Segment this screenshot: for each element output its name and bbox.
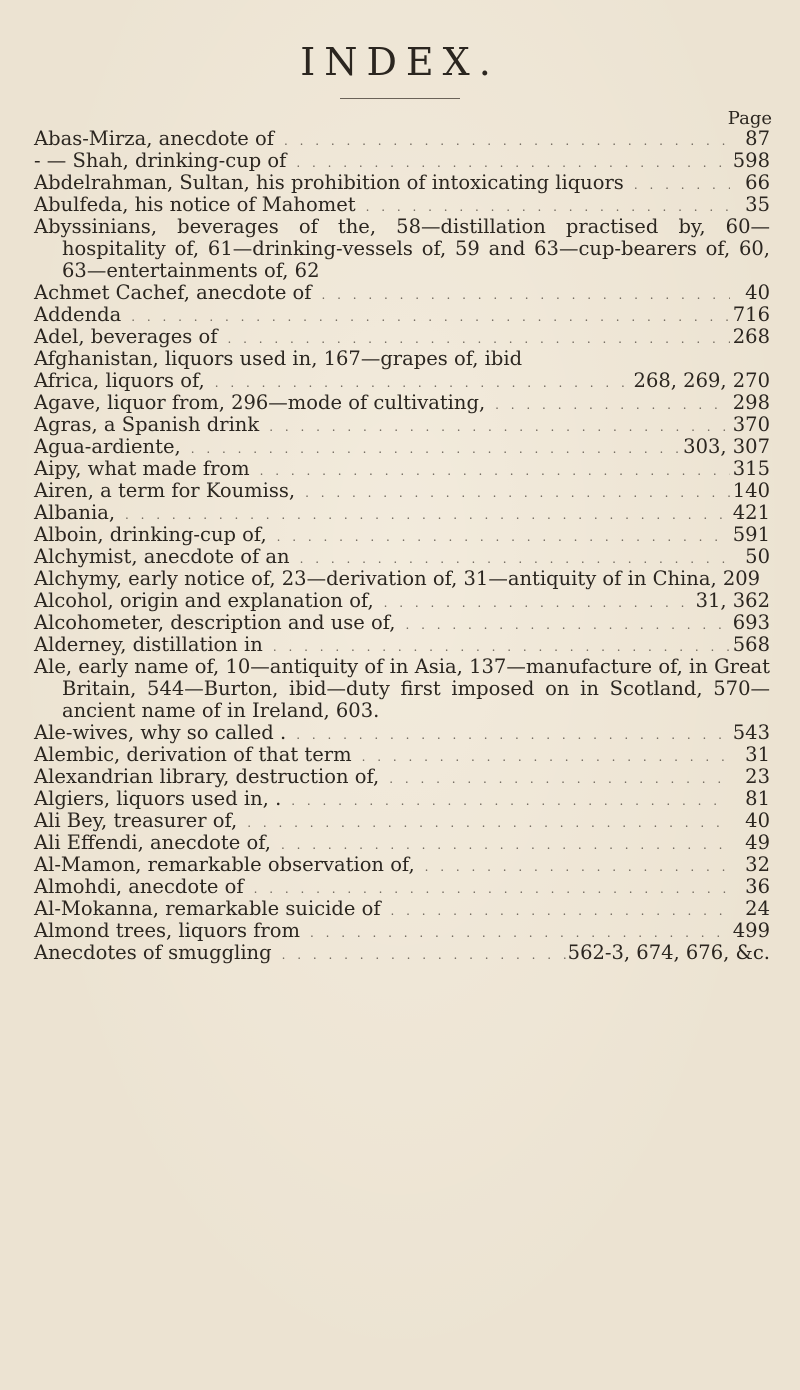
index-entry — [34, 524, 770, 546]
dot-leader — [237, 812, 730, 834]
index-entry — [34, 832, 770, 854]
index-entry-pages: 499 — [732, 919, 770, 942]
dot-leader — [274, 130, 730, 152]
index-entry — [34, 128, 770, 150]
index-entry-pages: 298 — [732, 391, 770, 414]
dot-leader — [624, 174, 730, 196]
index-entry-pages: 543 — [732, 721, 770, 744]
index-entry — [34, 150, 770, 172]
index-entry-block: Abyssinians, beverages of the, 58—distillation practised by, 60—hospitality of, 61—drinking-vessels of, 59 and 63—cup-bearers of, 60, 63—entertainments of, 62 — [34, 215, 770, 282]
index-entry-pages: 32 — [745, 853, 770, 876]
index-entry-text: - — Shah, drinking-cup of — [34, 149, 287, 172]
index-entry — [34, 370, 770, 392]
index-entry-text: Agave, liquor from, 296—mode of cultivating, — [34, 391, 486, 414]
index-entry — [34, 766, 770, 788]
page-title: INDEX. — [300, 40, 500, 84]
index-entries — [34, 128, 770, 964]
dot-leader — [374, 592, 696, 614]
index-entry-text: Anecdotes of smuggling — [34, 941, 272, 964]
index-entry — [34, 876, 770, 898]
dot-leader — [356, 196, 730, 218]
index-entry — [34, 392, 770, 414]
index-entry-text: Adel, beverages of — [34, 325, 218, 348]
index-entry-pages: 370 — [732, 413, 770, 436]
index-entry — [34, 810, 770, 832]
index-entry-text: Alboin, drinking-cup of, — [34, 523, 267, 546]
index-entry-text: Alderney, distillation in — [34, 633, 263, 656]
title-rule — [340, 98, 460, 99]
index-entry-block: Afghanistan, liquors used in, 167—grapes of, ibid — [34, 347, 523, 370]
dot-leader — [415, 856, 730, 878]
index-entry-text: Alexandrian library, destruction of, — [34, 765, 380, 788]
index-entry-pages: 40 — [745, 809, 770, 832]
index-entry-pages: 421 — [732, 501, 770, 524]
index-entry-text: Al-Mokanna, remarkable suicide of — [34, 897, 381, 920]
index-entry-pages: 268 — [732, 325, 770, 348]
dot-leader — [250, 460, 730, 482]
dot-leader — [395, 614, 730, 636]
dot-leader — [272, 944, 568, 966]
index-entry-text: Alembic, derivation of that term — [34, 743, 352, 766]
index-entry-pages: 24 — [745, 897, 770, 920]
index-entry-text: Agras, a Spanish drink — [34, 413, 260, 436]
index-entry-pages: 81 — [745, 787, 770, 810]
index-entry-text: Aipy, what made from — [34, 457, 250, 480]
index-entry — [34, 920, 770, 942]
index-entry — [34, 458, 770, 480]
index-entry-pages: 716 — [732, 303, 770, 326]
index-entry-text: Alchymist, anecdote of an — [34, 545, 290, 568]
index-entry — [34, 590, 770, 612]
dot-leader — [181, 438, 683, 460]
index-entry-pages: 50 — [745, 545, 770, 568]
dot-leader — [217, 328, 730, 350]
index-entry-text: Abdelrahman, Sultan, his prohibition of intoxicating liquors — [34, 171, 624, 194]
index-entry-pages: 268, 269, 270 — [633, 369, 770, 392]
dot-leader — [295, 482, 730, 504]
index-entry-text: Airen, a term for Koumiss, — [34, 479, 296, 502]
index-entry-block: Ale, early name of, 10—antiquity of in Asia, 137—manufacture of, in Great Britain, 544—Burton, ibid—duty first imposed on in Scotland, 570—ancient name of in Ireland, 603. — [34, 655, 770, 722]
index-entry-text: Ale-wives, why so called . — [34, 721, 287, 744]
index-entry — [34, 744, 770, 766]
dot-leader — [379, 768, 730, 790]
index-entry-text: Addenda — [34, 303, 122, 326]
index-entry-pages: 693 — [732, 611, 770, 634]
dot-leader — [485, 394, 730, 416]
dot-leader — [281, 790, 730, 812]
index-entry-text: Abulfeda, his notice of Mahomet — [34, 193, 356, 216]
index-entry-pages: 87 — [745, 127, 770, 150]
index-entry-pages: 591 — [732, 523, 770, 546]
index-entry — [34, 304, 770, 326]
index-entry-text: Achmet Cachef, anecdote of — [34, 281, 312, 304]
index-entry-block: Alchymy, early notice of, 23—derivation of, 31—antiquity of in China, 209 — [34, 567, 761, 590]
dot-leader — [290, 548, 730, 570]
index-entry-text: Ali Bey, treasurer of, — [34, 809, 238, 832]
page-column-header: Page — [727, 108, 772, 129]
index-entry-text: Africa, liquors of, — [34, 369, 205, 392]
dot-leader — [381, 900, 730, 922]
index-entry-text: Al-Mamon, remarkable observation of, — [34, 853, 415, 876]
index-entry — [34, 612, 770, 634]
index-entry-pages: 315 — [732, 457, 770, 480]
index-entry — [34, 898, 770, 920]
index-entry-text: Agua-ardiente, — [34, 435, 181, 458]
index-entry — [34, 172, 770, 194]
index-entry-pages: 66 — [745, 171, 770, 194]
index-entry-pages: 303, 307 — [683, 435, 770, 458]
index-entry-text: Almohdi, anecdote of — [34, 875, 244, 898]
index-entry-pages: 31, 362 — [695, 589, 770, 612]
index-entry-pages: 598 — [732, 149, 770, 172]
index-entry-pages: 40 — [745, 281, 770, 304]
index-entry — [34, 480, 770, 502]
index-entry — [34, 634, 770, 656]
index-entry-text: Abas-Mirza, anecdote of — [34, 127, 275, 150]
dot-leader — [263, 636, 730, 658]
index-entry — [34, 282, 770, 304]
dot-leader — [312, 284, 730, 306]
index-entry-text: Albania, — [34, 501, 116, 524]
dot-leader — [259, 416, 730, 438]
index-entry-pages: 31 — [745, 743, 770, 766]
dot-leader — [352, 746, 730, 768]
index-entry-text: Algiers, liquors used in, . — [34, 787, 282, 810]
index-entry — [34, 436, 770, 458]
index-entry — [34, 722, 770, 744]
index-entry — [34, 414, 770, 436]
index-entry — [34, 194, 770, 216]
index-entry-pages: 568 — [732, 633, 770, 656]
index-entry-text: Alcohometer, description and use of, — [34, 611, 396, 634]
dot-leader — [286, 724, 730, 746]
index-entry-pages: 562-3, 674, 676, &c. — [567, 941, 770, 964]
index-entry — [34, 326, 770, 348]
index-entry — [34, 788, 770, 810]
index-entry-pages: 140 — [732, 479, 770, 502]
index-entry-text: Almond trees, liquors from — [34, 919, 300, 942]
index-entry-pages: 23 — [745, 765, 770, 788]
index-entry — [34, 546, 770, 568]
index-entry-pages: 36 — [745, 875, 770, 898]
index-entry — [34, 942, 770, 964]
dot-leader — [267, 526, 730, 548]
index-entry-pages: 49 — [745, 831, 770, 854]
index-entry-text: Ali Effendi, anecdote of, — [34, 831, 271, 854]
index-entry-text: Alcohol, origin and explanation of, — [34, 589, 374, 612]
index-entry — [34, 854, 770, 876]
index-entry — [34, 502, 770, 524]
index-entry-pages: 35 — [745, 193, 770, 216]
